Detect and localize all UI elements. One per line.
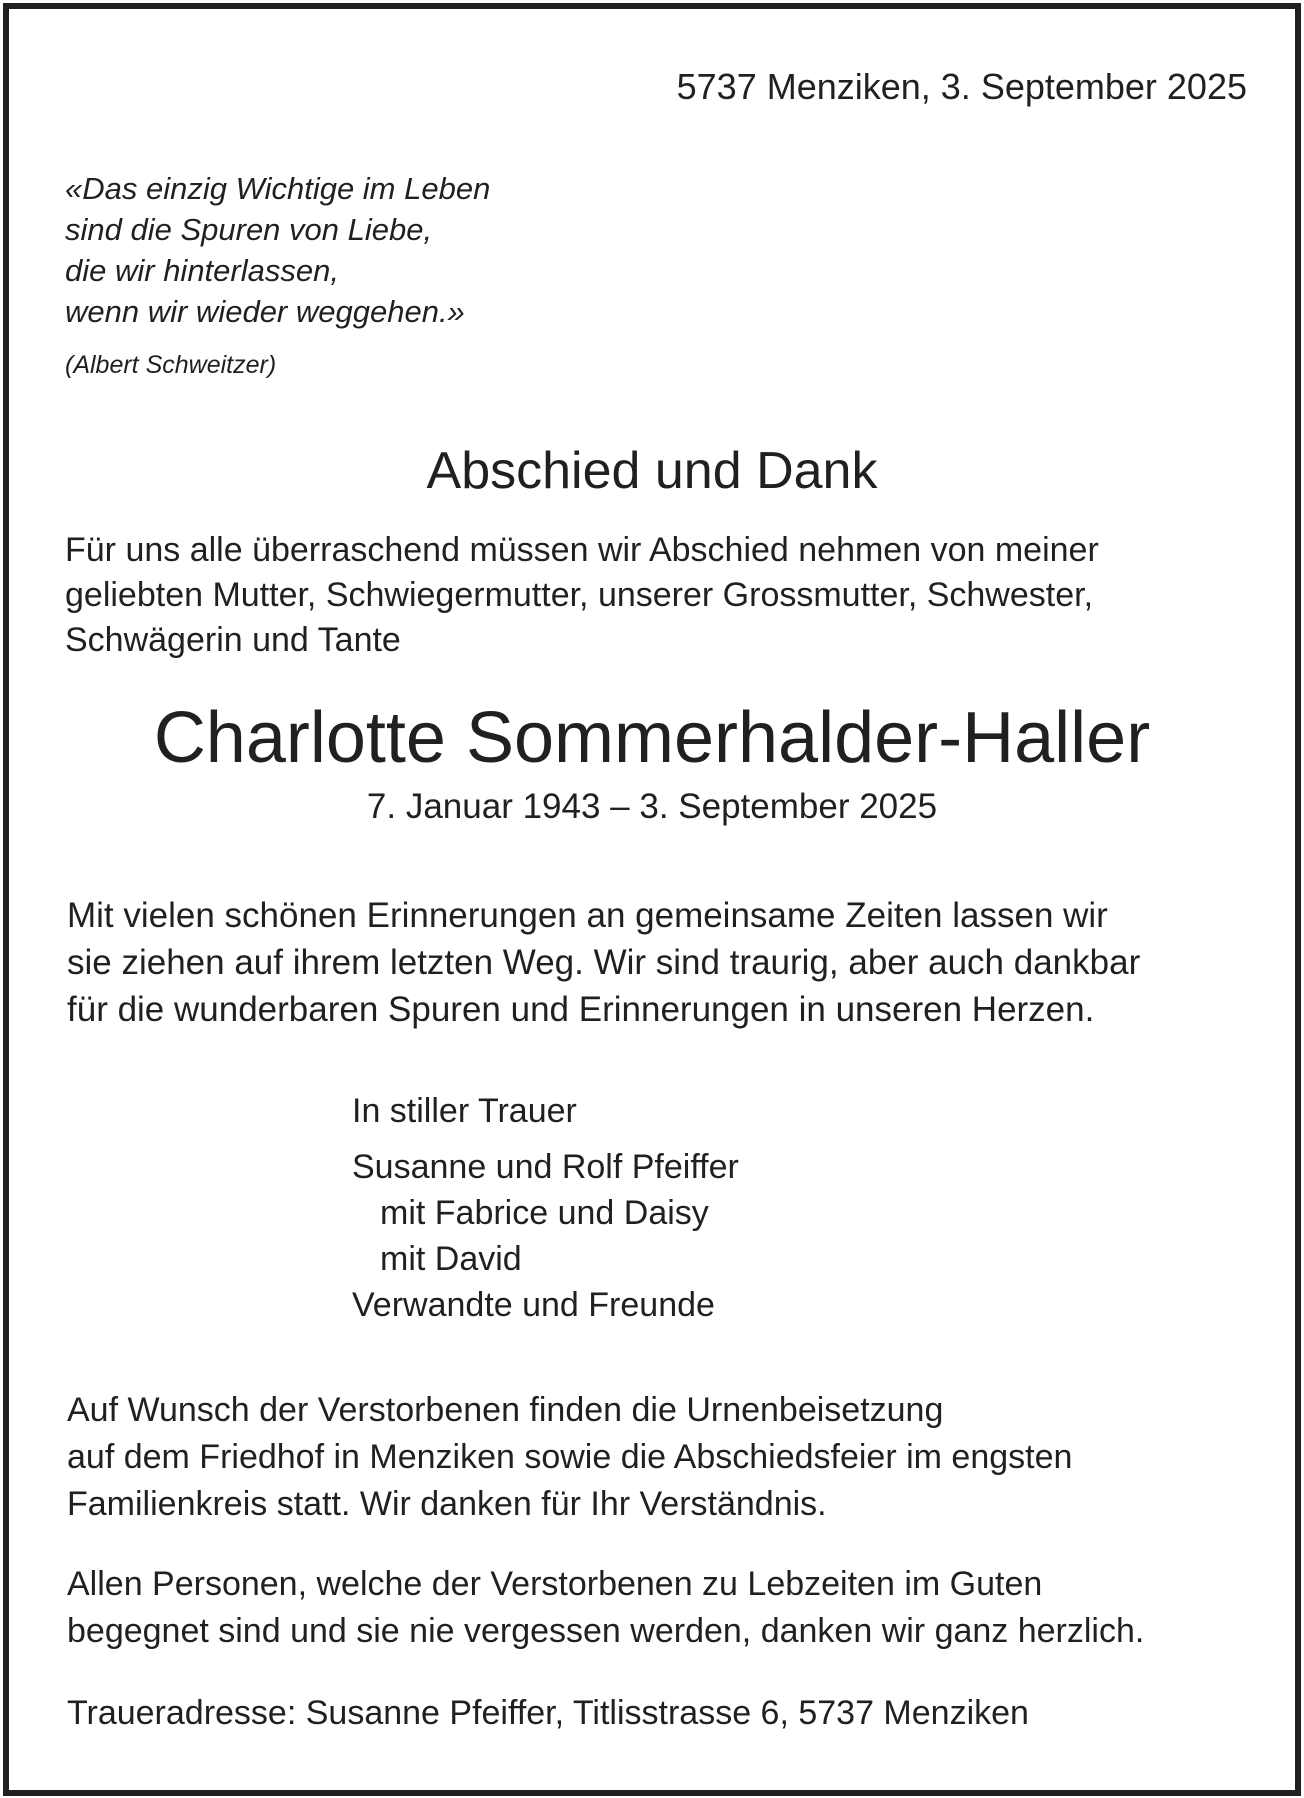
mourner-line: mit David <box>380 1240 522 1278</box>
thanks-paragraph <box>67 1561 1144 1655</box>
thanks-line: begegnet sind und sie nie vergessen werden, danken wir ganz herzlich. <box>67 1612 1145 1650</box>
intro-paragraph <box>65 528 1099 663</box>
thanks-line: Allen Personen, welche der Verstorbenen zu Lebzeiten im Guten <box>67 1565 1043 1603</box>
quote <box>65 168 490 332</box>
mourner-line: Susanne und Rolf Pfeiffer <box>352 1148 739 1186</box>
intro-line: Für uns alle überraschend müssen wir Abschied nehmen von meiner <box>65 531 1099 569</box>
quote-line: wenn wir wieder weggehen.» <box>65 294 465 329</box>
mourner-line: Verwandte und Freunde <box>352 1286 715 1324</box>
mourner-line: mit Fabrice und Daisy <box>380 1194 709 1232</box>
quote-line: «Das einzig Wichtige im Leben <box>65 171 491 206</box>
intro-line: Schwägerin und Tante <box>65 621 401 659</box>
intro-line: geliebten Mutter, Schwiegermutter, unserer Grossmutter, Schwester, <box>65 576 1094 614</box>
memory-line: sie ziehen auf ihrem letzten Weg. Wir sind traurig, aber auch dankbar <box>67 943 1141 982</box>
quote-line: sind die Spuren von Liebe, <box>65 212 433 247</box>
life-dates: 7. Januar 1943 – 3. September 2025 <box>366 787 938 826</box>
mourners-intro: In stiller Trauer <box>352 1092 577 1130</box>
notice-heading: Abschied und Dank <box>426 442 878 500</box>
mourning-address: Traueradresse: Susanne Pfeiffer, Titlisstrasse 6, 5737 Menziken <box>67 1694 1029 1732</box>
funeral-paragraph <box>67 1387 1072 1528</box>
memory-paragraph <box>67 892 1140 1033</box>
deceased-name: Charlotte Sommerhalder-Haller <box>153 698 1151 778</box>
mourners-block <box>352 1088 739 1328</box>
funeral-line: Auf Wunsch der Verstorbenen finden die Urnenbeisetzung <box>67 1391 944 1429</box>
funeral-line: Familienkreis statt. Wir danken für Ihr Verständnis. <box>67 1485 827 1523</box>
quote-line: die wir hinterlassen, <box>65 253 339 288</box>
memory-line: Mit vielen schönen Erinnerungen an gemeinsame Zeiten lassen wir <box>67 896 1108 935</box>
place-date: 5737 Menziken, 3. September 2025 <box>676 66 1247 107</box>
memory-line: für die wunderbaren Spuren und Erinnerungen in unseren Herzen. <box>67 990 1095 1029</box>
funeral-line: auf dem Friedhof in Menziken sowie die Abschiedsfeier im engsten <box>67 1438 1073 1476</box>
quote-author: (Albert Schweitzer) <box>65 351 277 379</box>
